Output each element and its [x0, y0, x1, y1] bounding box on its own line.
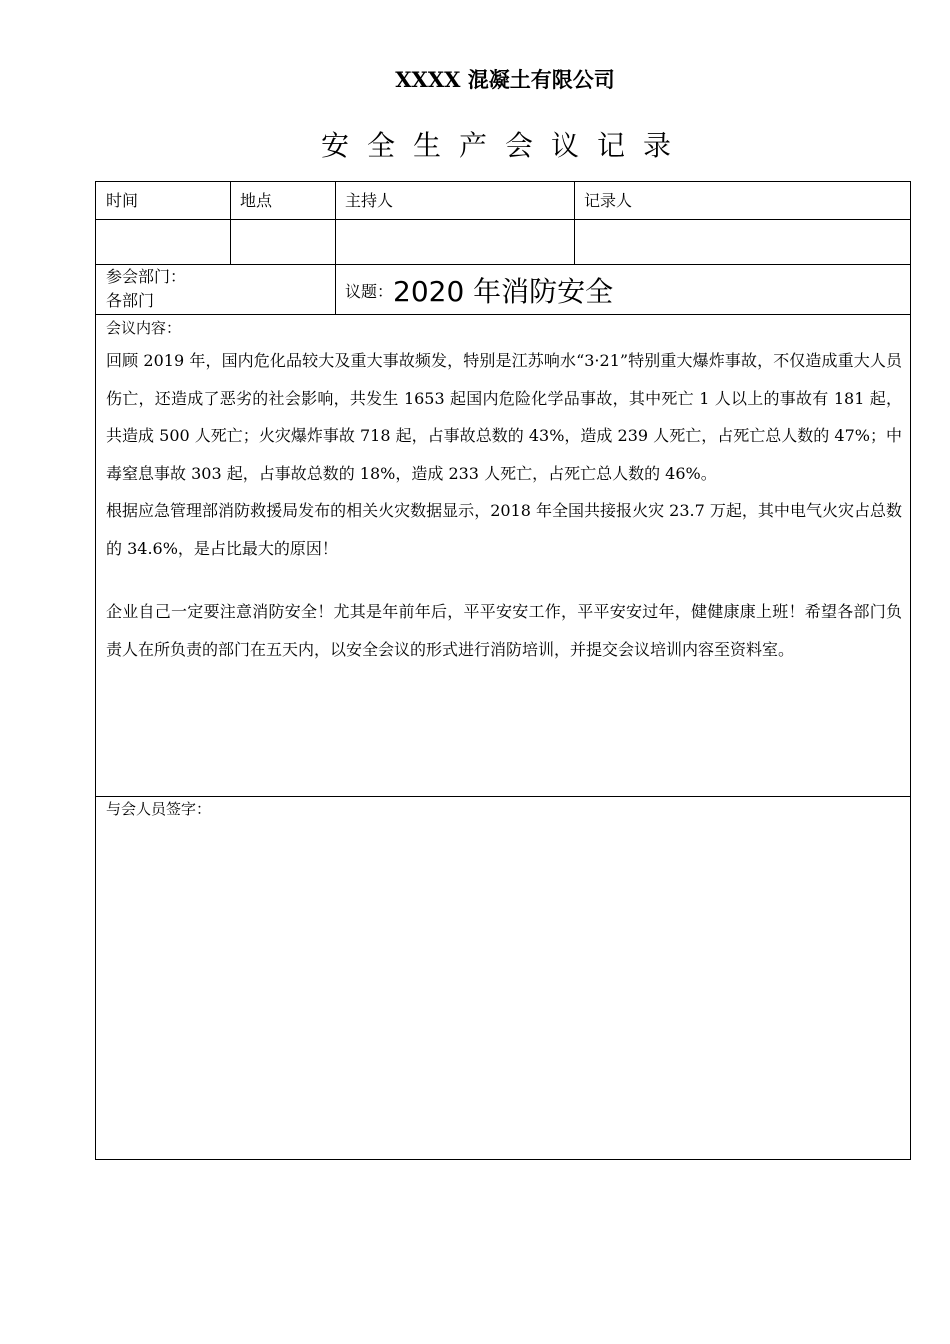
meeting-record-form — [95, 181, 911, 1160]
location-label: 地点 — [240, 191, 273, 210]
row-divider — [96, 796, 910, 797]
topic-label: 议题： — [345, 282, 394, 301]
recorder-value-cell[interactable] — [575, 220, 910, 263]
host-value-cell[interactable] — [336, 220, 573, 263]
departments-value: 各部门 — [106, 291, 155, 310]
time-value-cell[interactable] — [97, 220, 229, 263]
content-paragraph: 企业自己一定要注意消防安全！尤其是年前年后，平平安安工作，平平安安过年，健健康康上班！希望各部门负责人在所负责的部门在五天内，以安全会议的形式进行消防培训，并提交会议培训内容至资料室。 — [106, 602, 902, 659]
recorder-label: 记录人 — [584, 191, 633, 210]
location-value-cell[interactable] — [231, 220, 334, 263]
time-label: 时间 — [106, 191, 139, 210]
topic-cell — [345, 275, 614, 308]
signature-area[interactable] — [97, 822, 909, 1158]
meeting-content — [106, 342, 902, 668]
content-paragraph: 根据应急管理部消防救援局发布的相关火灾数据显示，2018 年全国共接报火灾 23.7 万起，其中电气火灾占总数的 34.6%，是占比最大的原因！ — [106, 501, 902, 558]
content-paragraph: 回顾 2019 年，国内危化品较大及重大事故频发，特别是江苏响水“3·21”特别重大爆炸事故，不仅造成重大人员伤亡，还造成了恶劣的社会影响，共发生 1653 起国内危险化学品事故，其中死亡 1 人以上的事故有 181 起，共造成 500 人死亡；火灾爆炸事故 718 起，占事故总数的 43%，造成 239 人死亡，占死亡总人数的 47%；中毒窒息事故 303 起，占事故总数的 18%，造成 233 人死亡，占死亡总人数的 46%。 — [106, 351, 902, 483]
signature-label: 与会人员签字： — [106, 800, 212, 818]
document-title: 安全生产会议记录 — [320, 129, 689, 162]
paragraph-gap — [106, 567, 902, 593]
company-name: XXXX 混凝土有限公司 — [395, 67, 615, 92]
row-divider — [96, 264, 910, 265]
content-label: 会议内容： — [106, 319, 182, 337]
topic-value: 2020 年消防安全 — [393, 275, 614, 308]
host-label: 主持人 — [345, 191, 394, 210]
departments-label: 参会部门： — [106, 267, 187, 286]
row-divider — [96, 314, 910, 315]
